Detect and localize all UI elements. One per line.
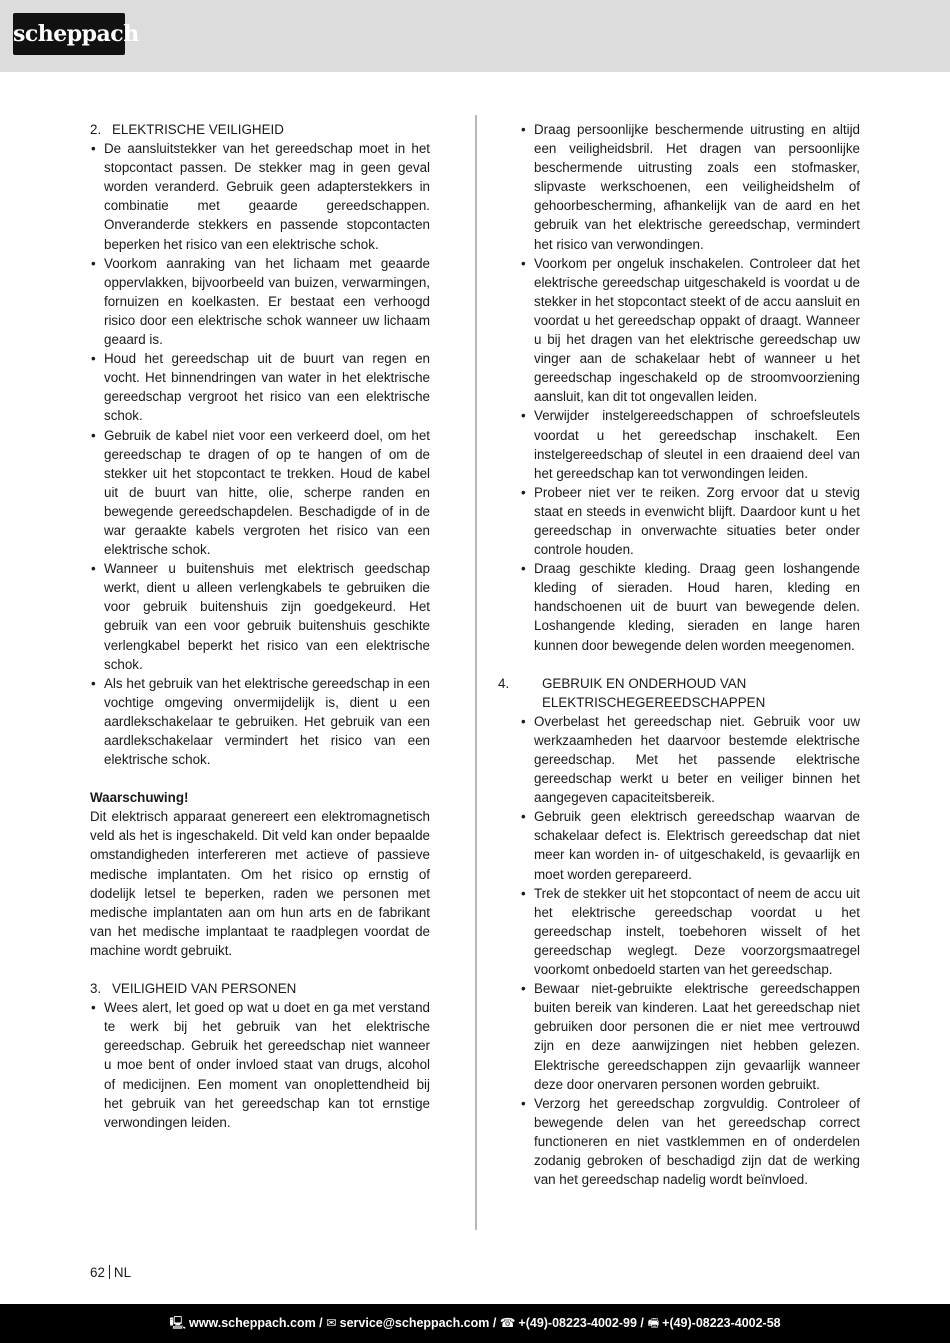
column-divider <box>475 115 477 1230</box>
section-4-title: 4. GEBRUIK EN ONDERHOUD VAN ELEKTRISCHEGEREEDSCHAPPEN <box>498 675 766 710</box>
list-item: • Wanneer u buitenshuis met elektrisch geedschap werkt, dient u alleen verlengkabels te gebruiken die voor gebruik buitenshuis zijn goedgekeurd. Het gebruik van een voor gebruik buitenshuis geschikte verlengkabel beperkt het risico van een elektrische schok. <box>90 559 430 674</box>
list-item: • De aansluitstekker van het gereedschap moet in het stopcontact passen. De stekker mag in geen geval worden veranderd. Gebruik geen adapterstekkers in combinatie met geaarde gereedschappen. Onveranderde stekkers en passende stopcontacten beperken het risico van een elektrische schok. <box>90 139 430 254</box>
list-item: • Gebruik geen elektrisch gereedschap waarvan de schakelaar defect is. Elektrisch gereedschap dat niet meer kan worden in- of uitgeschakeld, is gevaarlijk en moet worden gerepareerd. <box>520 807 860 883</box>
list-item: • Verzorg het gereedschap zorgvuldig. Controleer of bewegende delen van het gereedschap correct functioneren en niet vastklemmen en of onderdelen zodanig gebroken of beschadigd zijn dat de werking van het gereedschap nadelig wordt beïnvloed. <box>520 1094 860 1189</box>
list-item: • Als het gebruik van het elektrische gereedschap in een vochtige omgeving onvermijdelijk is, dient u een aardlekschakelaar te gebruiken. Het gebruik van een aardlekschakelaar vermindert het risico van een elektrische schok. <box>90 674 430 769</box>
footer-website[interactable]: www.scheppach.com / <box>189 1316 323 1330</box>
list-item: • Houd het gereedschap uit de buurt van regen en vocht. Het binnendringen van water in het elektrische gereedschap vergroot het risico van een elektrische schok. <box>90 349 430 425</box>
section-2-title: 2. ELEKTRISCHE VEILIGHEID <box>90 122 284 137</box>
phone-icon: ☎ <box>499 1316 516 1330</box>
footer-fax: +(49)-08223-4002-58 <box>662 1316 781 1330</box>
list-item: • Trek de stekker uit het stopcontact of neem de accu uit het elektrische gereedschap voordat u het gereedschap instelt, toebehoren wisselt of het gereedschap weglegt. Deze voorzorgsmaatregel voorkomt onbedoeld starten van het gereedschap. <box>520 884 860 979</box>
section-3-title: 3. VEILIGHEID VAN PERSONEN <box>90 981 297 997</box>
section-3-list <box>90 998 430 1132</box>
footer-bar <box>0 1304 950 1343</box>
warning-title: Waarschuwing! <box>90 790 189 806</box>
list-item: • Voorkom aanraking van het lichaam met geaarde oppervlakken, bijvoorbeeld van buizen, verwarmingen, fornuizen en koelkasten. Er bestaat een verhoogd risico door een elektrische schok wanneer uw lichaam geaard is. <box>90 254 430 349</box>
section-3-continued-list <box>520 120 860 655</box>
list-item: • Voorkom per ongeluk inschakelen. Controleer dat het elektrische gereedschap uitgeschakeld is voordat u de stekker in het stopcontact steekt of de accu aansluit en voordat u het gereedschap oppakt of draagt. Wanneer u bij het dragen van het elektrische gereedschap uw vinger aan de schakelaar hebt of wanneer u het gereedschap ingeschakeld op de stroomvoorziening aansluit, kan dit tot ongevallen leiden. <box>520 254 860 407</box>
list-item: • Bewaar niet-gebruikte elektrische gereedschappen buiten bereik van kinderen. Laat het gereedschap niet gebruiken door personen die er niet mee vertrouwd zijn en deze aanwijzingen niet hebben gelezen. Elektrische gereedschappen zijn gevaarlijk wanneer deze door onervaren personen worden gebruikt. <box>520 979 860 1094</box>
list-item: • Overbelast het gereedschap niet. Gebruik voor uw werkzaamheden het daarvoor bestemde elektrische gereedschap. Met het passende elektrische gereedschap werkt u beter en veiliger binnen het aangegeven capaciteitsbereik. <box>520 712 860 807</box>
list-item: • Wees alert, let goed op wat u doet en ga met verstand te werk bij het gebruik van het elektrische gereedschap. Gebruik het gereedschap niet wanneer u moe bent of onder invloed staat van drugs, alcohol of medicijnen. Een moment van onoplettendheid bij het gebruik van het gereedschap kan tot ernstige verwondingen leiden. <box>90 998 430 1132</box>
list-item: • Draag geschikte kleding. Draag geen loshangende kleding of sieraden. Houd haren, kleding en handschoenen uit de buurt van bewegende delen. Loshangende kleding, sieraden en lange haren kunnen door bewegende delen worden meegenomen. <box>520 559 860 654</box>
header-band <box>0 0 950 72</box>
list-item: • Probeer niet ver te reiken. Zorg ervoor dat u stevig staat en steeds in evenwicht blijft. Daardoor kunt u het gereedschap in onverwachte situaties beter onder controle houden. <box>520 483 860 559</box>
fax-icon: 🖷 <box>647 1316 660 1330</box>
section-2-list <box>90 139 430 769</box>
warning-text: Dit elektrisch apparaat genereert een elektromagnetisch veld als het is ingeschakeld. Dit veld kan onder bepaalde omstandigheden interfereren met actieve of passieve medische implantaten. Om het risico op ernstig of dodelijk letsel te beperken, raden we personen met medische implantaten aan om hun arts en de fabrikant van het medische implantaat te raadplegen voordat de machine wordt gebruikt. <box>90 809 430 958</box>
footer-phone: +(49)-08223-4002-99 / <box>518 1316 644 1330</box>
scheppach-logo: scheppach <box>13 13 125 55</box>
list-item: • Verwijder instelgereedschappen of schroefsleutels voordat u het gereedschap inschakelt. Een instelgereedschap of sleutel in een draaiend deel van het gereedschap kan tot verwondingen leiden. <box>520 406 860 482</box>
computer-icon: 🖳 <box>169 1316 187 1330</box>
footer-email[interactable]: service@scheppach.com / <box>339 1316 497 1330</box>
mail-icon: ✉ <box>326 1316 337 1330</box>
section-4-list <box>520 712 860 1189</box>
page-number: 62 NL <box>90 1265 132 1280</box>
left-column <box>90 120 430 1132</box>
list-item: • Gebruik de kabel niet voor een verkeerd doel, om het gereedschap te dragen of op te hangen of om de stekker uit het stopcontact te trekken. Houd de kabel uit de buurt van hitte, olie, scherpe randen en bewegende gereedschapdelen. Beschadigde of in de war geraakte kabels vergroten het risico van een elektrische schok. <box>90 426 430 560</box>
list-item: • Draag persoonlijke beschermende uitrusting en altijd een veiligheidsbril. Het dragen van persoonlijke beschermende uitrusting zoals een stofmasker, slipvaste werkschoenen, een veiligheidshelm of gehoorbescherming, afhankelijk van de aard en het gebruik van het elektrische gereedschap, vermindert het risico van verwondingen. <box>520 120 860 254</box>
right-column <box>498 120 860 1189</box>
